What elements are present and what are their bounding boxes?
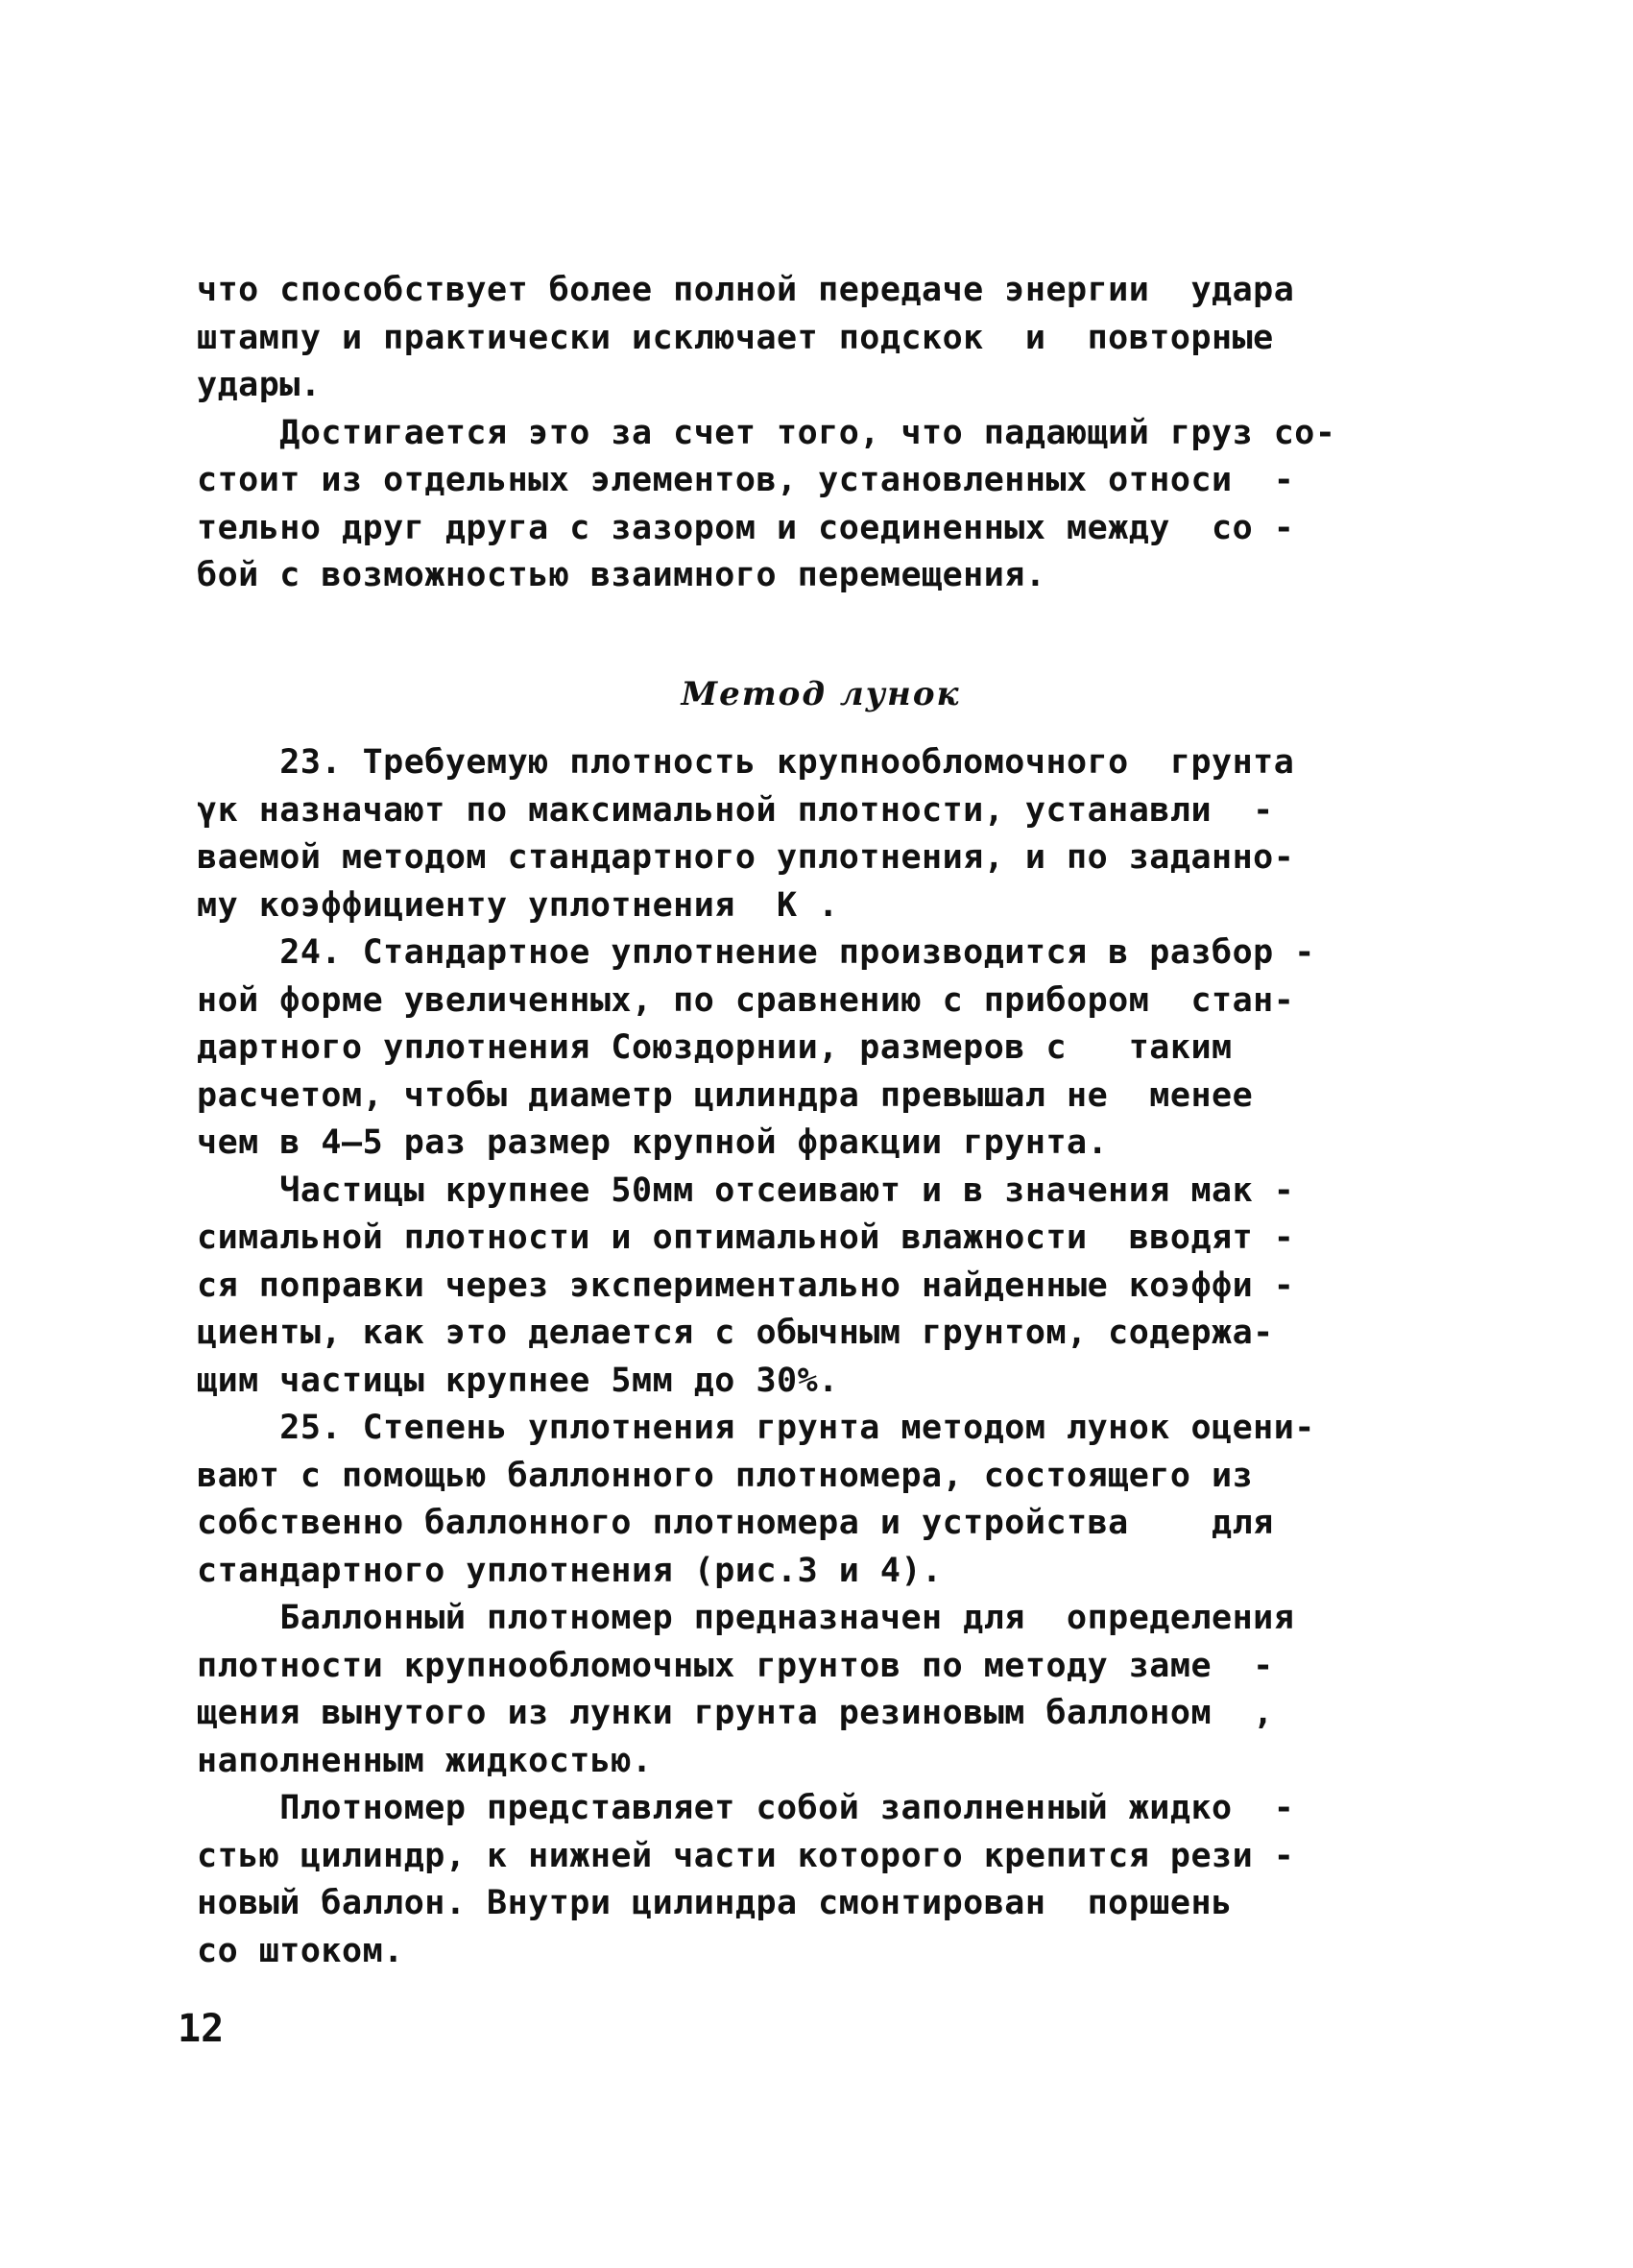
text-line: Частицы крупнее 50мм отсеивают и в значения мак - — [197, 1170, 1295, 1210]
text-line: наполненным жидкостью. — [197, 1741, 653, 1780]
paragraph — [197, 267, 1445, 410]
text-line: дартного уплотнения Союздорнии, размеров с таким — [197, 1028, 1233, 1067]
paragraph — [197, 1595, 1445, 1785]
page-body — [197, 267, 1445, 1970]
text-line: щим частицы крупнее 5мм до 30%. — [197, 1361, 839, 1400]
text-line: 25. Степень уплотнения грунта методом лунок оцени- — [197, 1409, 1315, 1447]
text-line: удары. — [197, 366, 322, 404]
text-line: Достигается это за счет того, что падающий груз со- — [197, 413, 1336, 452]
text-line: γк назначают по максимальной плотности, устанавли - — [197, 790, 1274, 830]
text-line: новый баллон. Внутри цилиндра смонтирован поршень — [197, 1884, 1233, 1922]
text-line: вают с помощью баллонного плотномера, состоящего из — [197, 1456, 1254, 1495]
text-line: му коэффициенту уплотнения К . — [197, 885, 839, 925]
text-line: плотности крупнообломочных грунтов по методу заме - — [197, 1646, 1274, 1685]
text-line: тельно друг друга с зазором и соединенных между со - — [197, 508, 1295, 547]
text-line: Плотномер представляет собой заполненный жидко - — [197, 1789, 1295, 1827]
page-number: 12 — [178, 2007, 225, 2051]
text-line: со штоком. — [197, 1931, 404, 1970]
section-heading: Метод лунок — [681, 675, 961, 713]
text-line: расчетом, чтобы диаметр цилиндра превышал не менее — [197, 1075, 1254, 1115]
text-line: бой с возможностью взаимного перемещения. — [197, 556, 1046, 594]
text-line: симальной плотности и оптимальной влажности вводят - — [197, 1218, 1295, 1257]
text-line: ной форме увеличенных, по сравнению с прибором стан- — [197, 980, 1295, 1020]
paragraph — [197, 410, 1445, 600]
text-line: чем в 4–5 раз размер крупной фракции грунта. — [197, 1123, 1109, 1162]
text-line: стью цилиндр, к нижней части которого крепится рези - — [197, 1836, 1295, 1875]
text-line: 24. Стандартное уплотнение производится в разбор - — [197, 933, 1315, 972]
paragraph — [197, 1168, 1445, 1406]
text-line: Баллонный плотномер предназначен для определения — [197, 1599, 1295, 1637]
paragraph — [197, 1405, 1445, 1595]
paragraph — [197, 739, 1445, 929]
text-line: ся поправки через экспериментально найденные коэффи - — [197, 1266, 1295, 1305]
text-line: что способствует более полной передаче энергии удара — [197, 271, 1295, 309]
text-line: щения вынутого из лунки грунта резиновым баллоном , — [197, 1694, 1274, 1732]
section-text — [197, 739, 1445, 1975]
text-line: ваемой методом стандартного уплотнения, и по заданно- — [197, 838, 1295, 877]
paragraph — [197, 929, 1445, 1168]
text-line: собственно баллонного плотномера и устройства для — [197, 1504, 1274, 1542]
text-line: штампу и практически исключает подскок и повторные — [197, 318, 1274, 357]
paragraph — [197, 1785, 1445, 1975]
text-line: 23. Требуемую плотность крупнообломочного грунта — [197, 743, 1295, 782]
text-line: стоит из отдельных элементов, установленных относи - — [197, 461, 1295, 499]
text-line: стандартного уплотнения (рис.3 и 4). — [197, 1551, 943, 1590]
text-line: циенты, как это делается с обычным грунтом, содержа- — [197, 1314, 1274, 1352]
intro-text — [197, 267, 1445, 600]
